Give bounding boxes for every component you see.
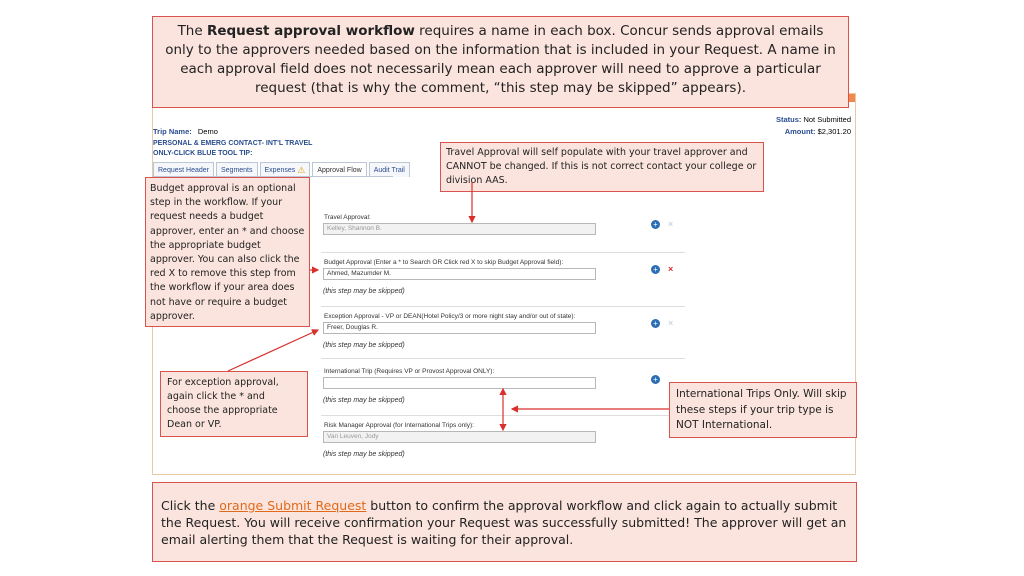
submit-request-link: orange Submit Request bbox=[219, 498, 367, 513]
exception-approval-input[interactable]: Freer, Douglas R. bbox=[323, 322, 596, 334]
purpose-line-1: PERSONAL & EMERG CONTACT- INT'L TRAVEL bbox=[153, 140, 313, 147]
tab-request-header[interactable]: Request Header bbox=[153, 162, 214, 177]
budget-approval-label: Budget Approval (Enter a * to Search OR Click red X to skip Budget Approval field): bbox=[324, 259, 564, 266]
tab-expenses[interactable]: Expenses ⚠ bbox=[260, 162, 311, 177]
plus-circle-icon[interactable]: + bbox=[651, 265, 660, 274]
risk-manager-input[interactable]: Van Leuven, Jody bbox=[323, 431, 596, 443]
purpose-line-2: ONLY-CLICK BLUE TOOL TIP: bbox=[153, 150, 253, 157]
close-icon: × bbox=[668, 318, 674, 328]
exception-approval-callout: For exception approval, again click the * and choose the appropriate Dean or VP. bbox=[160, 371, 308, 437]
travel-approval-label: Travel Approval: bbox=[324, 214, 371, 221]
tab-segments[interactable]: Segments bbox=[216, 162, 258, 177]
international-trip-label: International Trip (Requires VP or Provost Approval ONLY): bbox=[324, 368, 495, 375]
close-icon: × bbox=[668, 219, 674, 229]
tab-approval-flow[interactable]: Approval Flow bbox=[312, 162, 366, 177]
international-trip-callout: International Trips Only. Will skip these steps if your trip type is NOT International. bbox=[669, 382, 857, 438]
submit-instructions-callout: Click the orange Submit Request button to confirm the approval workflow and click again to actually submit the Request. You will receive confirmation your Request was successfully submitted! The approver will get an email alerting them that the Request is waiting for their approval. bbox=[152, 482, 857, 562]
budget-approval-input[interactable]: Ahmed, Mazumder M. bbox=[323, 268, 596, 280]
skip-note: (this step may be skipped) bbox=[323, 342, 405, 349]
risk-manager-label: Risk Manager Approval (for International Trips only): bbox=[324, 422, 474, 429]
plus-circle-icon[interactable]: + bbox=[651, 319, 660, 328]
trip-name: Trip Name: Demo bbox=[153, 127, 218, 136]
amount: Amount: $2,301.20 bbox=[784, 127, 851, 136]
close-icon[interactable]: × bbox=[668, 264, 674, 274]
plus-circle-icon[interactable]: + bbox=[651, 220, 660, 229]
status: Status: Not Submitted bbox=[775, 115, 851, 124]
plus-circle-icon[interactable]: + bbox=[651, 375, 660, 384]
warning-icon: ⚠ bbox=[297, 164, 306, 175]
travel-approval-callout: Travel Approval will self populate with your travel approver and CANNOT be changed. If this is not correct contact your college or division AAS. bbox=[440, 142, 764, 192]
skip-note: (this step may be skipped) bbox=[323, 451, 405, 458]
workflow-intro-callout: The Request approval workflow requires a name in each box. Concur sends approval emails only to the approvers needed based on the information that is included in your Request. A name in each approval field does not necessarily mean each approver will need to approve a particular request (that is why the comment, “this step may be skipped” appears). bbox=[152, 16, 849, 108]
skip-note: (this step may be skipped) bbox=[323, 397, 405, 404]
tab-audit-trail[interactable]: Audit Trail bbox=[369, 162, 410, 177]
skip-note: (this step may be skipped) bbox=[323, 288, 405, 295]
exception-approval-label: Exception Approval - VP or DEAN(Hotel Policy/3 or more night stay and/or out of state): bbox=[324, 313, 576, 320]
exception-arrow bbox=[228, 330, 318, 371]
travel-approval-input[interactable]: Kelley, Shannon B. bbox=[323, 223, 596, 235]
budget-approval-callout: Budget approval is an optional step in the workflow. If your request needs a budget approver, enter an * and choose the appropriate budget approver. You can also click the red X to remove this step from the workflow if your area does not have or require a budget approver. bbox=[145, 177, 310, 327]
